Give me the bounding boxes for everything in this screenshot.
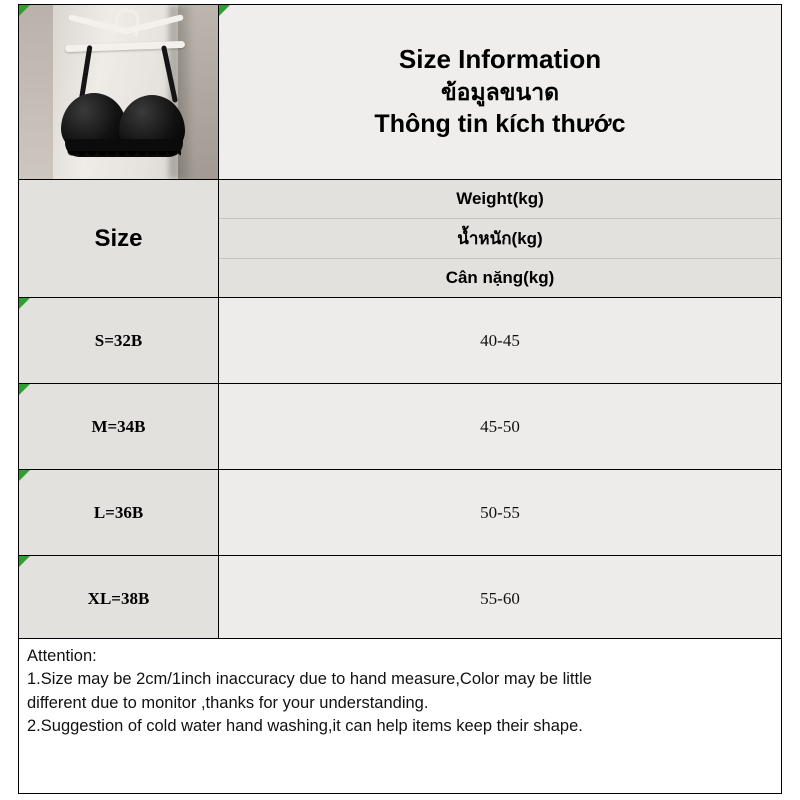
attention-line-2: different due to monitor ,thanks for your understanding. <box>27 693 429 712</box>
cell-weight: 50-55 <box>219 470 781 556</box>
cell-size: L=36B <box>19 470 219 556</box>
table-row <box>19 298 781 384</box>
column-header-weight-vi: Cân nặng(kg) <box>445 267 555 287</box>
title-block <box>219 5 781 179</box>
photo-wall-left <box>19 5 53 179</box>
table-row <box>19 556 781 642</box>
column-header-weight-th: น้ำหนัก(kg) <box>219 219 781 258</box>
title-thai: ข้อมูลขนาด <box>440 79 560 106</box>
column-header-weight-en: Weight(kg) <box>219 180 781 219</box>
table-row <box>19 384 781 470</box>
cell-size: M=34B <box>19 384 219 470</box>
title-vietnamese: Thông tin kích thước <box>374 109 626 138</box>
header-row <box>18 4 782 180</box>
title-english: Size Information <box>398 44 602 75</box>
bra-garment <box>61 93 187 159</box>
cell-weight: 40-45 <box>219 298 781 384</box>
column-header-weight <box>219 180 781 298</box>
product-photo <box>19 5 219 179</box>
size-table <box>18 180 782 643</box>
cell-weight: 55-60 <box>219 556 781 642</box>
attention-block <box>18 638 782 794</box>
attention-line-3: 2.Suggestion of cold water hand washing,it can help items keep their shape. <box>27 717 583 736</box>
table-header-row <box>19 180 781 298</box>
corner-marker <box>219 5 230 16</box>
bra-lace-trim <box>67 151 181 159</box>
table-row <box>19 470 781 556</box>
cell-size: XL=38B <box>19 556 219 642</box>
column-header-size: Size <box>19 180 219 298</box>
attention-heading: Attention: <box>27 647 97 665</box>
attention-line-1: 1.Size may be 2cm/1inch inaccuracy due to hand measure,Color may be little <box>27 670 592 689</box>
cell-size: S=32B <box>19 298 219 384</box>
cell-weight: 45-50 <box>219 384 781 470</box>
